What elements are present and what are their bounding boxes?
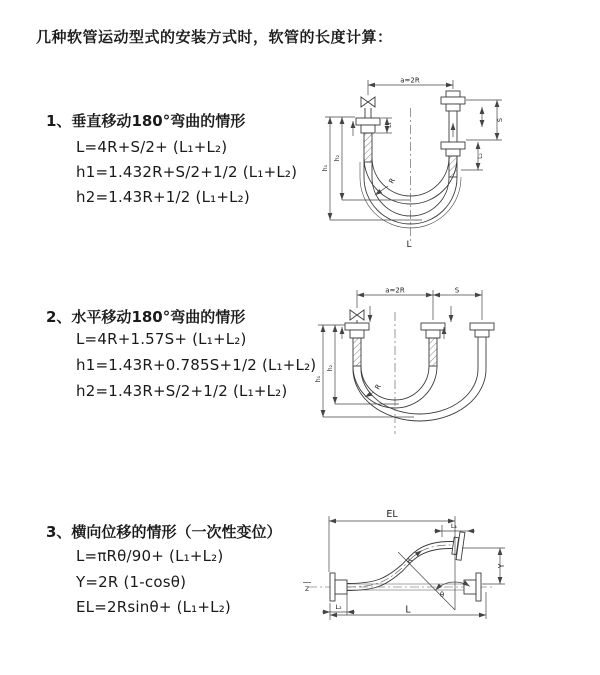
left-pipe [345, 323, 369, 366]
dim-label-l1: L₁ [450, 522, 458, 530]
lower-right-flange [464, 573, 481, 601]
dim-label-r: R [373, 382, 383, 392]
upper-right-flange [451, 531, 465, 560]
section1-formula-h2: h2=1.43R+1/2 (L₁+L₂) [76, 188, 250, 206]
hose-u-bend [353, 344, 486, 421]
dim-label-l2: L₂ [335, 603, 342, 611]
section2-formula-l: L=4R+1.57S+ (L₁+L₂) [76, 330, 247, 348]
section1-formula-l: L=4R+S/2+ (L₁+L₂) [76, 138, 228, 156]
dim-label-h1: h₁ [322, 164, 329, 172]
section2-heading: 2、水平移动180°弯曲的情形 [46, 308, 246, 326]
dimension-s [433, 287, 482, 296]
datum-mark [303, 583, 311, 594]
valve-icon [361, 97, 375, 107]
section3-formula-y: Y=2R (1-cosθ) [76, 573, 187, 591]
dim-label-s: S [454, 286, 460, 295]
middle-pipe [421, 323, 445, 366]
dim-label-a2r: a=2R [400, 76, 420, 85]
page-title: 几种软管运动型式的安装方式时，软管的长度计算： [36, 28, 393, 46]
datum-label-z: Z [304, 586, 310, 593]
dim-label-l2: L₂ [477, 153, 484, 159]
dimension-l1 [434, 522, 475, 537]
left-flange [330, 573, 347, 601]
diagram-lateral-displacement [296, 494, 600, 649]
hose-s-curve [347, 542, 455, 591]
dimension-s [466, 100, 504, 140]
dim-label-el: EL [386, 509, 398, 520]
diagram-horizontal-180-bend [304, 284, 596, 444]
right-pipe [441, 91, 465, 177]
section3-formula-el: EL=2Rsinθ+ (L₁+L₂) [76, 598, 231, 616]
section1-formula-h1: h1=1.432R+S/2+1/2 (L₁+L₂) [76, 163, 298, 181]
section2-formula-h1: h1=1.43R+0.785S+1/2 (L₁+L₂) [76, 356, 317, 374]
dimension-a2r [368, 77, 453, 96]
angle-label-theta: θ [439, 591, 445, 599]
dim-label-s: S [496, 117, 504, 123]
dim-label-l1: L₁ [386, 122, 393, 128]
dim-label-a2r: a=2R [385, 286, 405, 295]
dim-label-l: L [405, 604, 411, 616]
dim-label-r: R [387, 176, 397, 186]
dim-label-h2: h₂ [334, 154, 341, 162]
section3-formula-l: L=πRθ/90+ (L₁+L₂) [76, 547, 224, 565]
dim-label-h1: h₁ [315, 375, 322, 383]
dimension-l-total [330, 592, 486, 619]
dimension-el [329, 509, 455, 610]
dimension-h [315, 325, 414, 417]
dim-label-y: Y [497, 563, 506, 569]
diagram-vertical-180-bend [306, 66, 594, 256]
right-pipe [470, 323, 494, 344]
dimension-l2 [322, 594, 355, 620]
section3-heading: 3、横向位移的情形（一次性变位） [46, 523, 282, 541]
valve-icon [350, 310, 364, 323]
section2-formula-h2: h2=1.43R+S/2+1/2 (L₁+L₂) [76, 382, 288, 400]
dim-label-r: R [404, 556, 415, 566]
dimension-a2r [357, 287, 482, 321]
section1-heading: 1、垂直移动180°弯曲的情形 [46, 112, 246, 130]
left-pipe [353, 108, 380, 162]
dim-label-l-total: L [406, 240, 412, 250]
dim-label-h2: h₂ [327, 364, 334, 372]
dimension-y [462, 548, 506, 584]
